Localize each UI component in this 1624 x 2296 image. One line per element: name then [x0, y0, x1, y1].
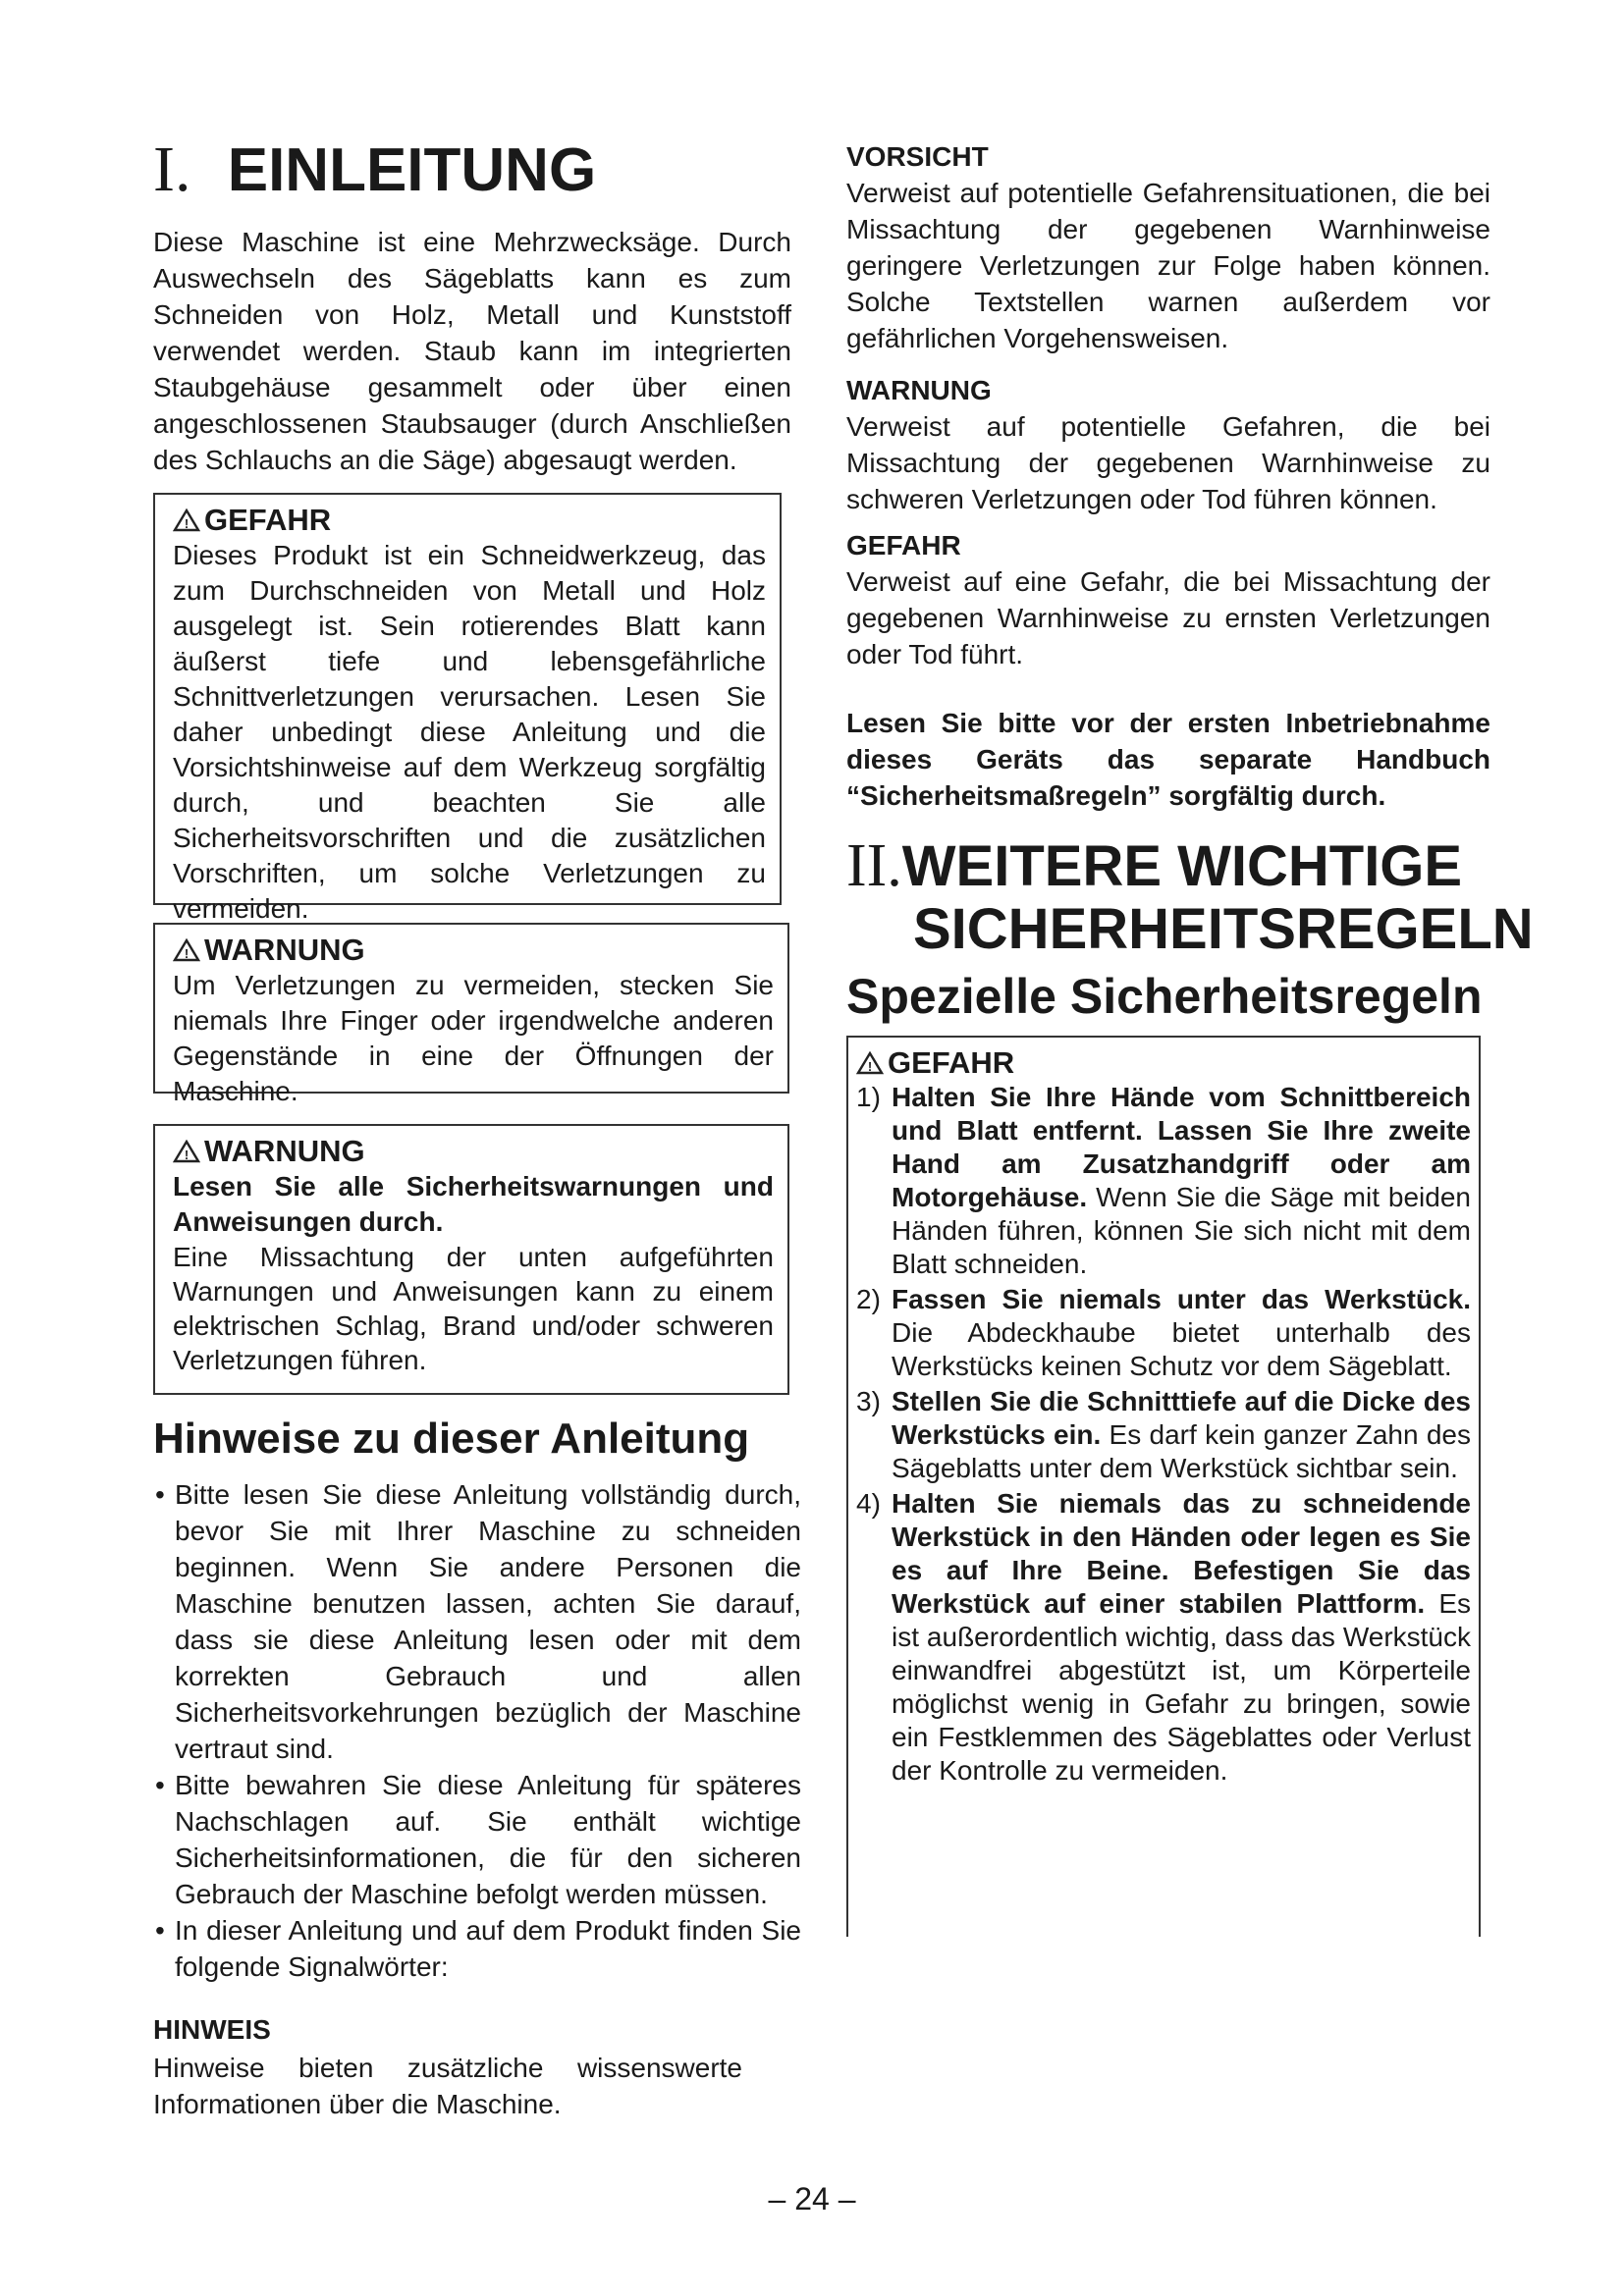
- rules-box-title: [856, 1045, 1471, 1081]
- gefahr-box-text: Dieses Produkt ist ein Schneidwerkzeug, das zum Durchschneiden von Metall und Holz ausgelegt ist. Sein rotierendes Blatt kann äußerst tiefe und lebensgefährliche Schnittverletzungen verursachen. Lesen Sie daher unbedingt diese Anleitung und die Vorsichtshinweise auf dem Werkzeug sorgfältig durch, und beachten Sie alle Sicherheitsvorschriften und die zusätzlichen Vorschriften, um solche Verletzungen zu vermeiden.: [173, 540, 766, 924]
- rule-number: 3): [856, 1386, 881, 1416]
- list-item: • Bitte lesen Sie diese Anleitung vollständig durch, bevor Sie mit Ihrer Maschine zu schneiden beginnen. Wenn Sie andere Personen die Maschine benutzen lassen, achten Sie darauf, dass sie diese Anleitung lesen oder mit dem korrekten Gebrauch und allen Sicherheitsvorkehrungen bezüglich der Maschine vertraut sind.: [153, 1476, 801, 1767]
- page-number: – 24 –: [768, 2181, 856, 2216]
- warnung-box-2-text: Eine Missachtung der unten aufgeführten Warnungen und Anweisungen kann zu einem elektrischen Schlag, Brand und/oder schweren Verletzungen führen.: [173, 1242, 774, 1375]
- section2-heading: [846, 832, 1534, 961]
- gefahr-box-title: [173, 503, 766, 538]
- gefahr-text: Verweist auf eine Gefahr, die bei Missachtung der gegebenen Warnhinweise zu ernsten Verletzungen oder Tod führt.: [846, 566, 1490, 669]
- list-item: [856, 1081, 1471, 1281]
- intro-paragraph: Diese Maschine ist eine Mehrzwecksäge. Durch Auswechseln des Sägeblatts kann es zum Schneiden von Holz, Metall und Kunststoff verwendet werden. Staub kann im integrierten Staubgehäuse gesammelt oder über einen angeschlossenen Staubsauger (durch Anschließen des Schlauchs an die Säge) abgesaugt werden.: [153, 227, 791, 475]
- rule-bold: Stellen Sie die Schnitttiefe auf die Dicke des Werkstücks ein.: [892, 1386, 1471, 1450]
- rules-box: [846, 1036, 1481, 1937]
- warnung-box-2-title-text: WARNUNG: [204, 1134, 365, 1168]
- hinweise-heading: Hinweise zu dieser Anleitung: [153, 1415, 750, 1463]
- warnung-box-1-text: Um Verletzungen zu vermeiden, stecken Sie niemals Ihre Finger oder irgendwelche anderen Gegenstände in eine der Öffnungen der Maschine.: [173, 970, 774, 1106]
- rule-number: 4): [856, 1488, 881, 1519]
- vorsicht-label: VORSICHT: [846, 141, 989, 172]
- hinweis-text: Hinweise bieten zusätzliche wissenswerte Informationen über die Maschine.: [153, 2053, 742, 2119]
- svg-text:!: !: [184, 1148, 189, 1162]
- section1-heading: [153, 135, 596, 205]
- hinweis-label: HINWEIS: [153, 2014, 271, 2045]
- warning-triangle-icon: [173, 938, 200, 962]
- section1-title: EINLEITUNG: [227, 136, 597, 204]
- gefahr-label: GEFAHR: [846, 530, 961, 561]
- rules-box-title-text: GEFAHR: [888, 1045, 1015, 1080]
- list-item: • Bitte bewahren Sie diese Anleitung für späteres Nachschlagen auf. Sie enthält wichtige Sicherheitsinformationen, die für den sicheren Gebrauch der Maschine befolgt werden müssen.: [153, 1767, 801, 1912]
- gefahr-box: [153, 493, 782, 924]
- list-item: [856, 1487, 1471, 1788]
- svg-text:!: !: [184, 516, 189, 531]
- handbook-note: Lesen Sie bitte vor der ersten Inbetriebnahme dieses Geräts das separate Handbuch “Sicherheitsmaßregeln” sorgfältig durch.: [846, 708, 1490, 811]
- warning-triangle-icon: [173, 508, 200, 532]
- warning-triangle-icon: [173, 1140, 200, 1163]
- list-item: • In dieser Anleitung und auf dem Produkt finden Sie folgende Signalwörter:: [153, 1912, 801, 1985]
- section2-subtitle: Spezielle Sicherheitsregeln: [846, 969, 1483, 1024]
- warnung-label: WARNUNG: [846, 375, 992, 405]
- list-item: [856, 1385, 1471, 1485]
- warning-triangle-icon: [856, 1051, 884, 1075]
- warnung-box-1-title-text: WARNUNG: [204, 933, 365, 967]
- warnung-box-2-bold-text: Lesen Sie alle Sicherheitswarnungen und Anweisungen durch.: [173, 1171, 774, 1237]
- vorsicht-text: Verweist auf potentielle Gefahrensituationen, die bei Missachtung der gegebenen Warnhinweise geringere Verletzungen zur Folge haben können. Solche Textstellen warnen außerdem vor gefährlichen Vorgehensweisen.: [846, 178, 1490, 353]
- rule-number: 1): [856, 1082, 881, 1112]
- rule-bold: Halten Sie Ihre Hände vom Schnittbereich und Blatt entfernt. Lassen Sie Ihre zweite Hand am Zusatzhandgriff oder am Motorgehäuse.: [892, 1082, 1471, 1212]
- svg-text:!: !: [867, 1059, 873, 1074]
- rule-text: Es ist außerordentlich wichtig, dass das Werkstück einwandfrei abgestützt ist, um Körperteile möglichst wenig in Gefahr zu bringen, sowie ein Festklemmen des Sägeblattes oder Verlust der Kontrolle zu vermeiden.: [892, 1588, 1471, 1786]
- svg-text:!: !: [184, 946, 189, 961]
- rule-number: 2): [856, 1284, 881, 1314]
- warnung-box-1: [153, 923, 789, 1106]
- section2-title-line1: WEITERE WICHTIGE: [901, 834, 1463, 898]
- rule-bold: Fassen Sie niemals unter das Werkstück.: [892, 1284, 1471, 1314]
- warnung-box-2: [153, 1124, 789, 1395]
- rule-text: Wenn Sie die Säge mit beiden Händen führen, können Sie sich nicht mit dem Blatt schneiden.: [892, 1182, 1471, 1279]
- list-item: [856, 1283, 1471, 1383]
- warnung-text: Verweist auf potentielle Gefahren, die bei Missachtung der gegebenen Warnhinweise zu schweren Verletzungen oder Tod führen können.: [846, 411, 1490, 514]
- rule-text: Es darf kein ganzer Zahn des Sägeblatts unter dem Werkstück sichtbar sein.: [892, 1419, 1471, 1483]
- warnung-box-2-title: [173, 1134, 774, 1169]
- section2-numeral: II.: [846, 832, 902, 899]
- section2-title-line2: SICHERHEITSREGELN: [913, 897, 1534, 961]
- gefahr-box-title-text: GEFAHR: [204, 503, 332, 537]
- warnung-box-1-title: [173, 933, 774, 968]
- hinweise-bullet-list: [153, 1476, 801, 1985]
- section1-numeral: I.: [153, 133, 191, 205]
- safety-rules-list: [856, 1081, 1471, 1788]
- rule-text: Die Abdeckhaube bietet unterhalb des Werkstücks keinen Schutz vor dem Sägeblatt.: [892, 1317, 1471, 1381]
- rule-bold: Halten Sie niemals das zu schneidende Werkstück in den Händen oder legen es Sie es auf Ihre Beine. Befestigen Sie das Werkstück auf einer stabilen Plattform.: [892, 1488, 1471, 1619]
